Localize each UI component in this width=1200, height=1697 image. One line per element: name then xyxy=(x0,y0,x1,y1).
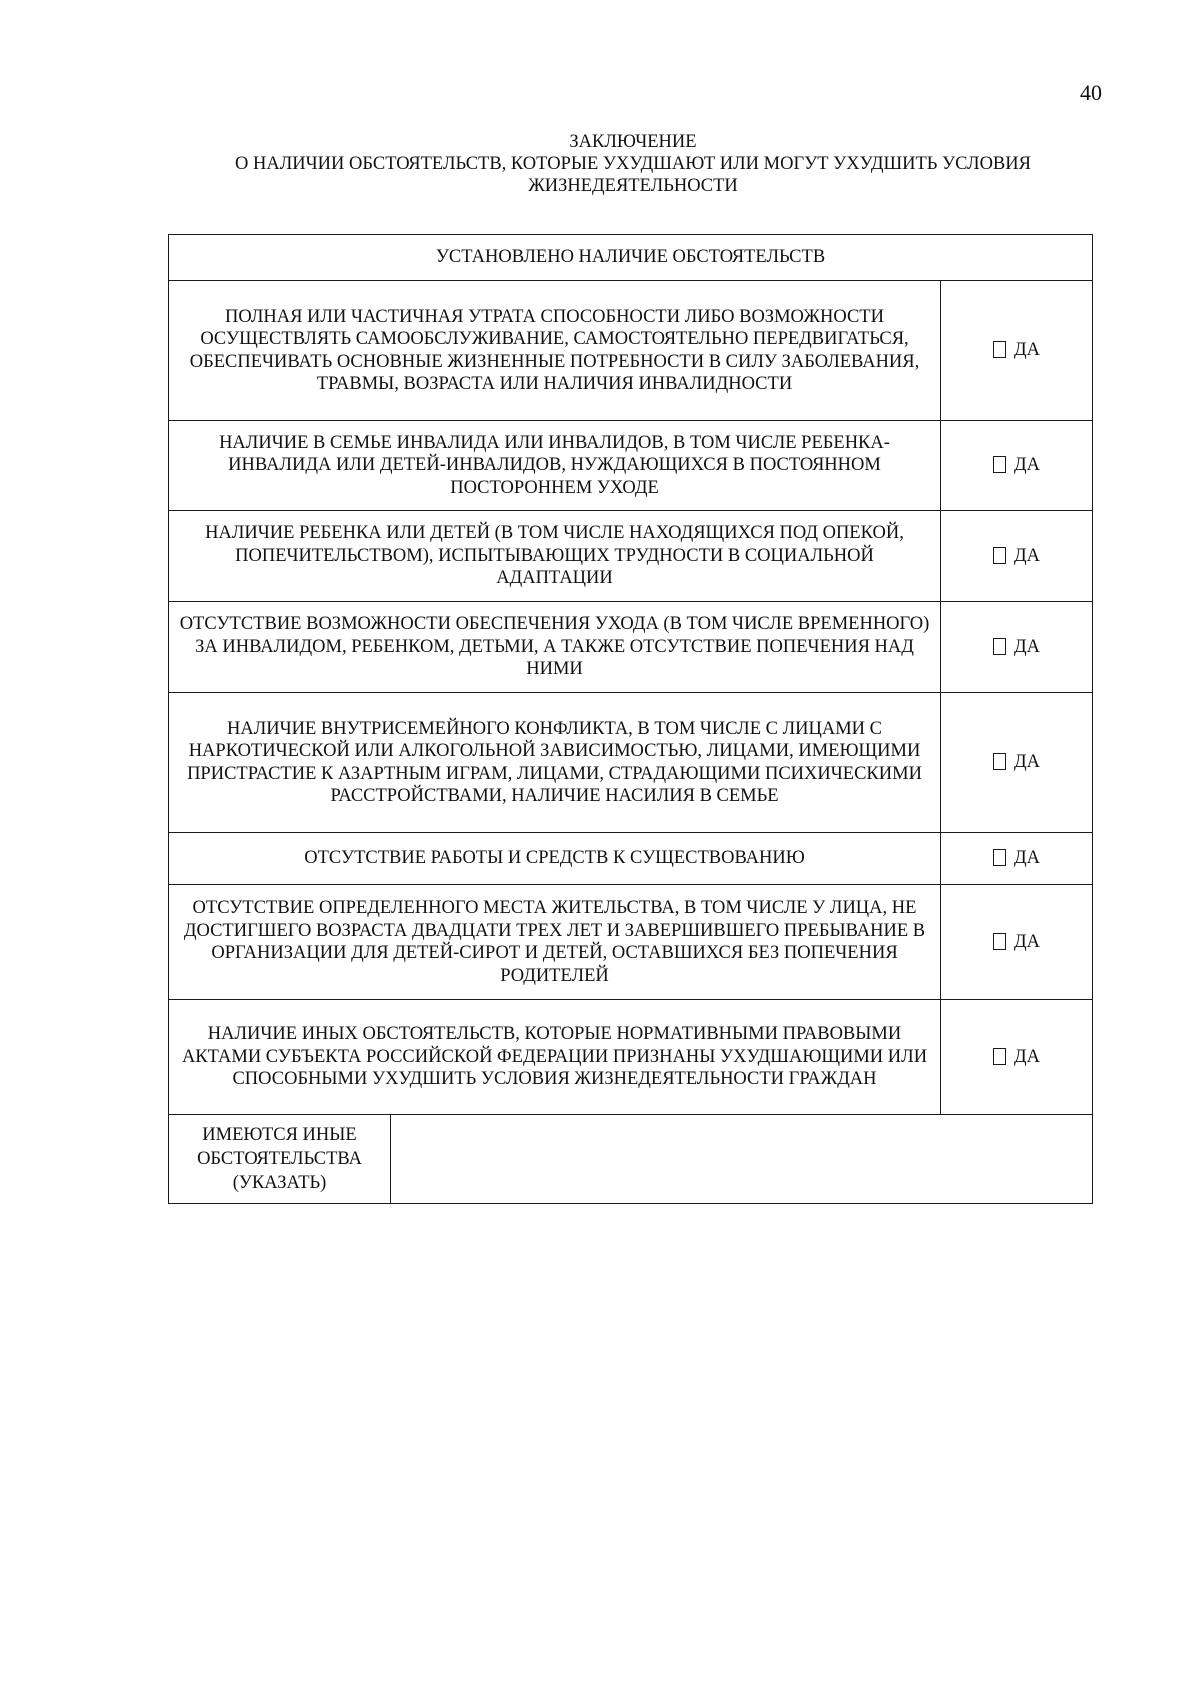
checkbox-icon[interactable] xyxy=(993,456,1006,473)
table-row xyxy=(169,511,1093,602)
circumstance-description: ОТСУТСТВИЕ ОПРЕДЕЛЕННОГО МЕСТА ЖИТЕЛЬСТВА, В ТОМ ЧИСЛЕ У ЛИЦА, НЕ ДОСТИГШЕГО ВОЗРАСТА ДВАДЦАТИ ТРЕХ ЛЕТ И ЗАВЕРШИВШЕГО ПРЕБЫВАНИЕ В ОРГАНИЗАЦИИ ДЛЯ ДЕТЕЙ-СИРОТ И ДЕТЕЙ, ОСТАВШИХСЯ БЕЗ ПОПЕЧЕНИЯ РОДИТЕЛЕЙ xyxy=(183,898,926,986)
checkbox-icon[interactable] xyxy=(993,638,1006,655)
table-row xyxy=(169,281,1093,421)
table-row xyxy=(169,885,1093,1000)
da-option[interactable] xyxy=(941,281,1093,421)
circumstance-text xyxy=(169,885,941,1000)
da-label: ДА xyxy=(1014,1046,1040,1067)
da-label: ДА xyxy=(1014,931,1040,952)
circumstances-table xyxy=(168,234,1093,1204)
da-label: ДА xyxy=(1014,545,1040,566)
da-option[interactable] xyxy=(941,511,1093,602)
table-row xyxy=(169,421,1093,511)
circumstance-text xyxy=(169,281,941,421)
page-number: 40 xyxy=(1080,80,1102,105)
da-label: ДА xyxy=(1014,455,1040,476)
circumstance-description: НАЛИЧИЕ В СЕМЬЕ ИНВАЛИДА ИЛИ ИНВАЛИДОВ, В ТОМ ЧИСЛЕ РЕБЕНКА-ИНВАЛИДА ИЛИ ДЕТЕЙ-ИНВАЛИДОВ, НУЖДАЮЩИХСЯ В ПОСТОЯННОМ ПОСТОРОННЕМ УХОДЕ xyxy=(219,432,890,498)
checkbox-icon[interactable] xyxy=(993,753,1006,770)
checkbox-icon[interactable] xyxy=(993,547,1006,564)
da-option[interactable] xyxy=(941,602,1093,693)
circumstance-description: НАЛИЧИЕ ВНУТРИСЕМЕЙНОГО КОНФЛИКТА, В ТОМ ЧИСЛЕ С ЛИЦАМИ С НАРКОТИЧЕСКОЙ ИЛИ АЛКОГОЛЬНОЙ ЗАВИСИМОСТЬЮ, ЛИЦАМИ, ИМЕЮЩИМИ ПРИСТРАСТИЕ К АЗАРТНЫМ ИГРАМ, ЛИЦАМИ, СТРАДАЮЩИМИ ПСИХИЧЕСКИМИ РАССТРОЙСТВАМИ, НАЛИЧИЕ НАСИЛИЯ В СЕМЬЕ xyxy=(187,718,922,806)
circumstance-text xyxy=(169,421,941,511)
other-circumstances-field[interactable] xyxy=(391,1115,1093,1204)
title-line-3: ЖИЗНЕДЕЯТЕЛЬНОСТИ xyxy=(528,176,738,196)
da-option[interactable] xyxy=(941,885,1093,1000)
table-row xyxy=(169,1000,1093,1115)
da-option[interactable] xyxy=(941,1000,1093,1115)
circumstance-description: ОТСУТСТВИЕ РАБОТЫ И СРЕДСТВ К СУЩЕСТВОВАНИЮ xyxy=(304,848,805,869)
da-label: ДА xyxy=(1014,636,1040,657)
table-row xyxy=(169,833,1093,885)
checkbox-icon[interactable] xyxy=(993,1048,1006,1065)
table-header: УСТАНОВЛЕНО НАЛИЧИЕ ОБСТОЯТЕЛЬСТВ xyxy=(169,235,1093,281)
circumstance-text xyxy=(169,693,941,833)
da-label: ДА xyxy=(1014,340,1040,361)
checkbox-icon[interactable] xyxy=(993,341,1006,358)
table-row xyxy=(169,693,1093,833)
table-row xyxy=(169,602,1093,693)
circumstance-description: НАЛИЧИЕ РЕБЕНКА ИЛИ ДЕТЕЙ (В ТОМ ЧИСЛЕ НАХОДЯЩИХСЯ ПОД ОПЕКОЙ, ПОПЕЧИТЕЛЬСТВОМ), ИСПЫТЫВАЮЩИХ ТРУДНОСТИ В СОЦИАЛЬНОЙ АДАПТАЦИИ xyxy=(205,523,904,589)
checkbox-icon[interactable] xyxy=(993,933,1006,950)
table-header-row xyxy=(169,235,1093,281)
da-option[interactable] xyxy=(941,421,1093,511)
document-title xyxy=(160,131,1106,197)
circumstance-text xyxy=(169,833,941,885)
circumstance-text xyxy=(169,602,941,693)
circumstance-description: НАЛИЧИЕ ИНЫХ ОБСТОЯТЕЛЬСТВ, КОТОРЫЕ НОРМАТИВНЫМИ ПРАВОВЫМИ АКТАМИ СУБЪЕКТА РОССИЙСКОЙ ФЕДЕРАЦИИ ПРИЗНАНЫ УХУДШАЮЩИМИ ИЛИ СПОСОБНЫМИ УХУДШИТЬ УСЛОВИЯ ЖИЗНЕДЕЯТЕЛЬНОСТИ ГРАЖДАН xyxy=(181,1024,928,1090)
da-option[interactable] xyxy=(941,833,1093,885)
circumstance-text xyxy=(169,1000,941,1115)
title-line-1: ЗАКЛЮЧЕНИЕ xyxy=(569,132,697,152)
other-label-line-2: ОБСТОЯТЕЛЬСТВА xyxy=(197,1149,362,1169)
other-label-line-3: (УКАЗАТЬ) xyxy=(232,1173,327,1193)
other-label-line-1: ИМЕЮТСЯ ИНЫЕ xyxy=(202,1125,357,1145)
da-label: ДА xyxy=(1014,752,1040,773)
title-line-2: О НАЛИЧИИ ОБСТОЯТЕЛЬСТВ, КОТОРЫЕ УХУДШАЮТ ИЛИ МОГУТ УХУДШИТЬ УСЛОВИЯ xyxy=(235,154,1031,174)
circumstance-text xyxy=(169,511,941,602)
da-label: ДА xyxy=(1014,848,1040,869)
checkbox-icon[interactable] xyxy=(993,849,1006,866)
other-circumstances-row xyxy=(169,1115,1093,1204)
circumstance-description: ПОЛНАЯ ИЛИ ЧАСТИЧНАЯ УТРАТА СПОСОБНОСТИ ЛИБО ВОЗМОЖНОСТИ ОСУЩЕСТВЛЯТЬ САМООБСЛУЖИВАНИЕ, САМОСТОЯТЕЛЬНО ПЕРЕДВИГАТЬСЯ, ОБЕСПЕЧИВАТЬ ОСНОВНЫЕ ЖИЗНЕННЫЕ ПОТРЕБНОСТИ В СИЛУ ЗАБОЛЕВАНИЯ, ТРАВМЫ, ВОЗРАСТА ИЛИ НАЛИЧИЯ ИНВАЛИДНОСТИ xyxy=(189,306,920,394)
circumstance-description: ОТСУТСТВИЕ ВОЗМОЖНОСТИ ОБЕСПЕЧЕНИЯ УХОДА (В ТОМ ЧИСЛЕ ВРЕМЕННОГО) ЗА ИНВАЛИДОМ, РЕБЕНКОМ, ДЕТЬМИ, А ТАКЖЕ ОТСУТСТВИЕ ПОПЕЧЕНИЯ НАД НИМИ xyxy=(179,614,930,680)
other-circumstances-label xyxy=(169,1115,391,1204)
da-option[interactable] xyxy=(941,693,1093,833)
